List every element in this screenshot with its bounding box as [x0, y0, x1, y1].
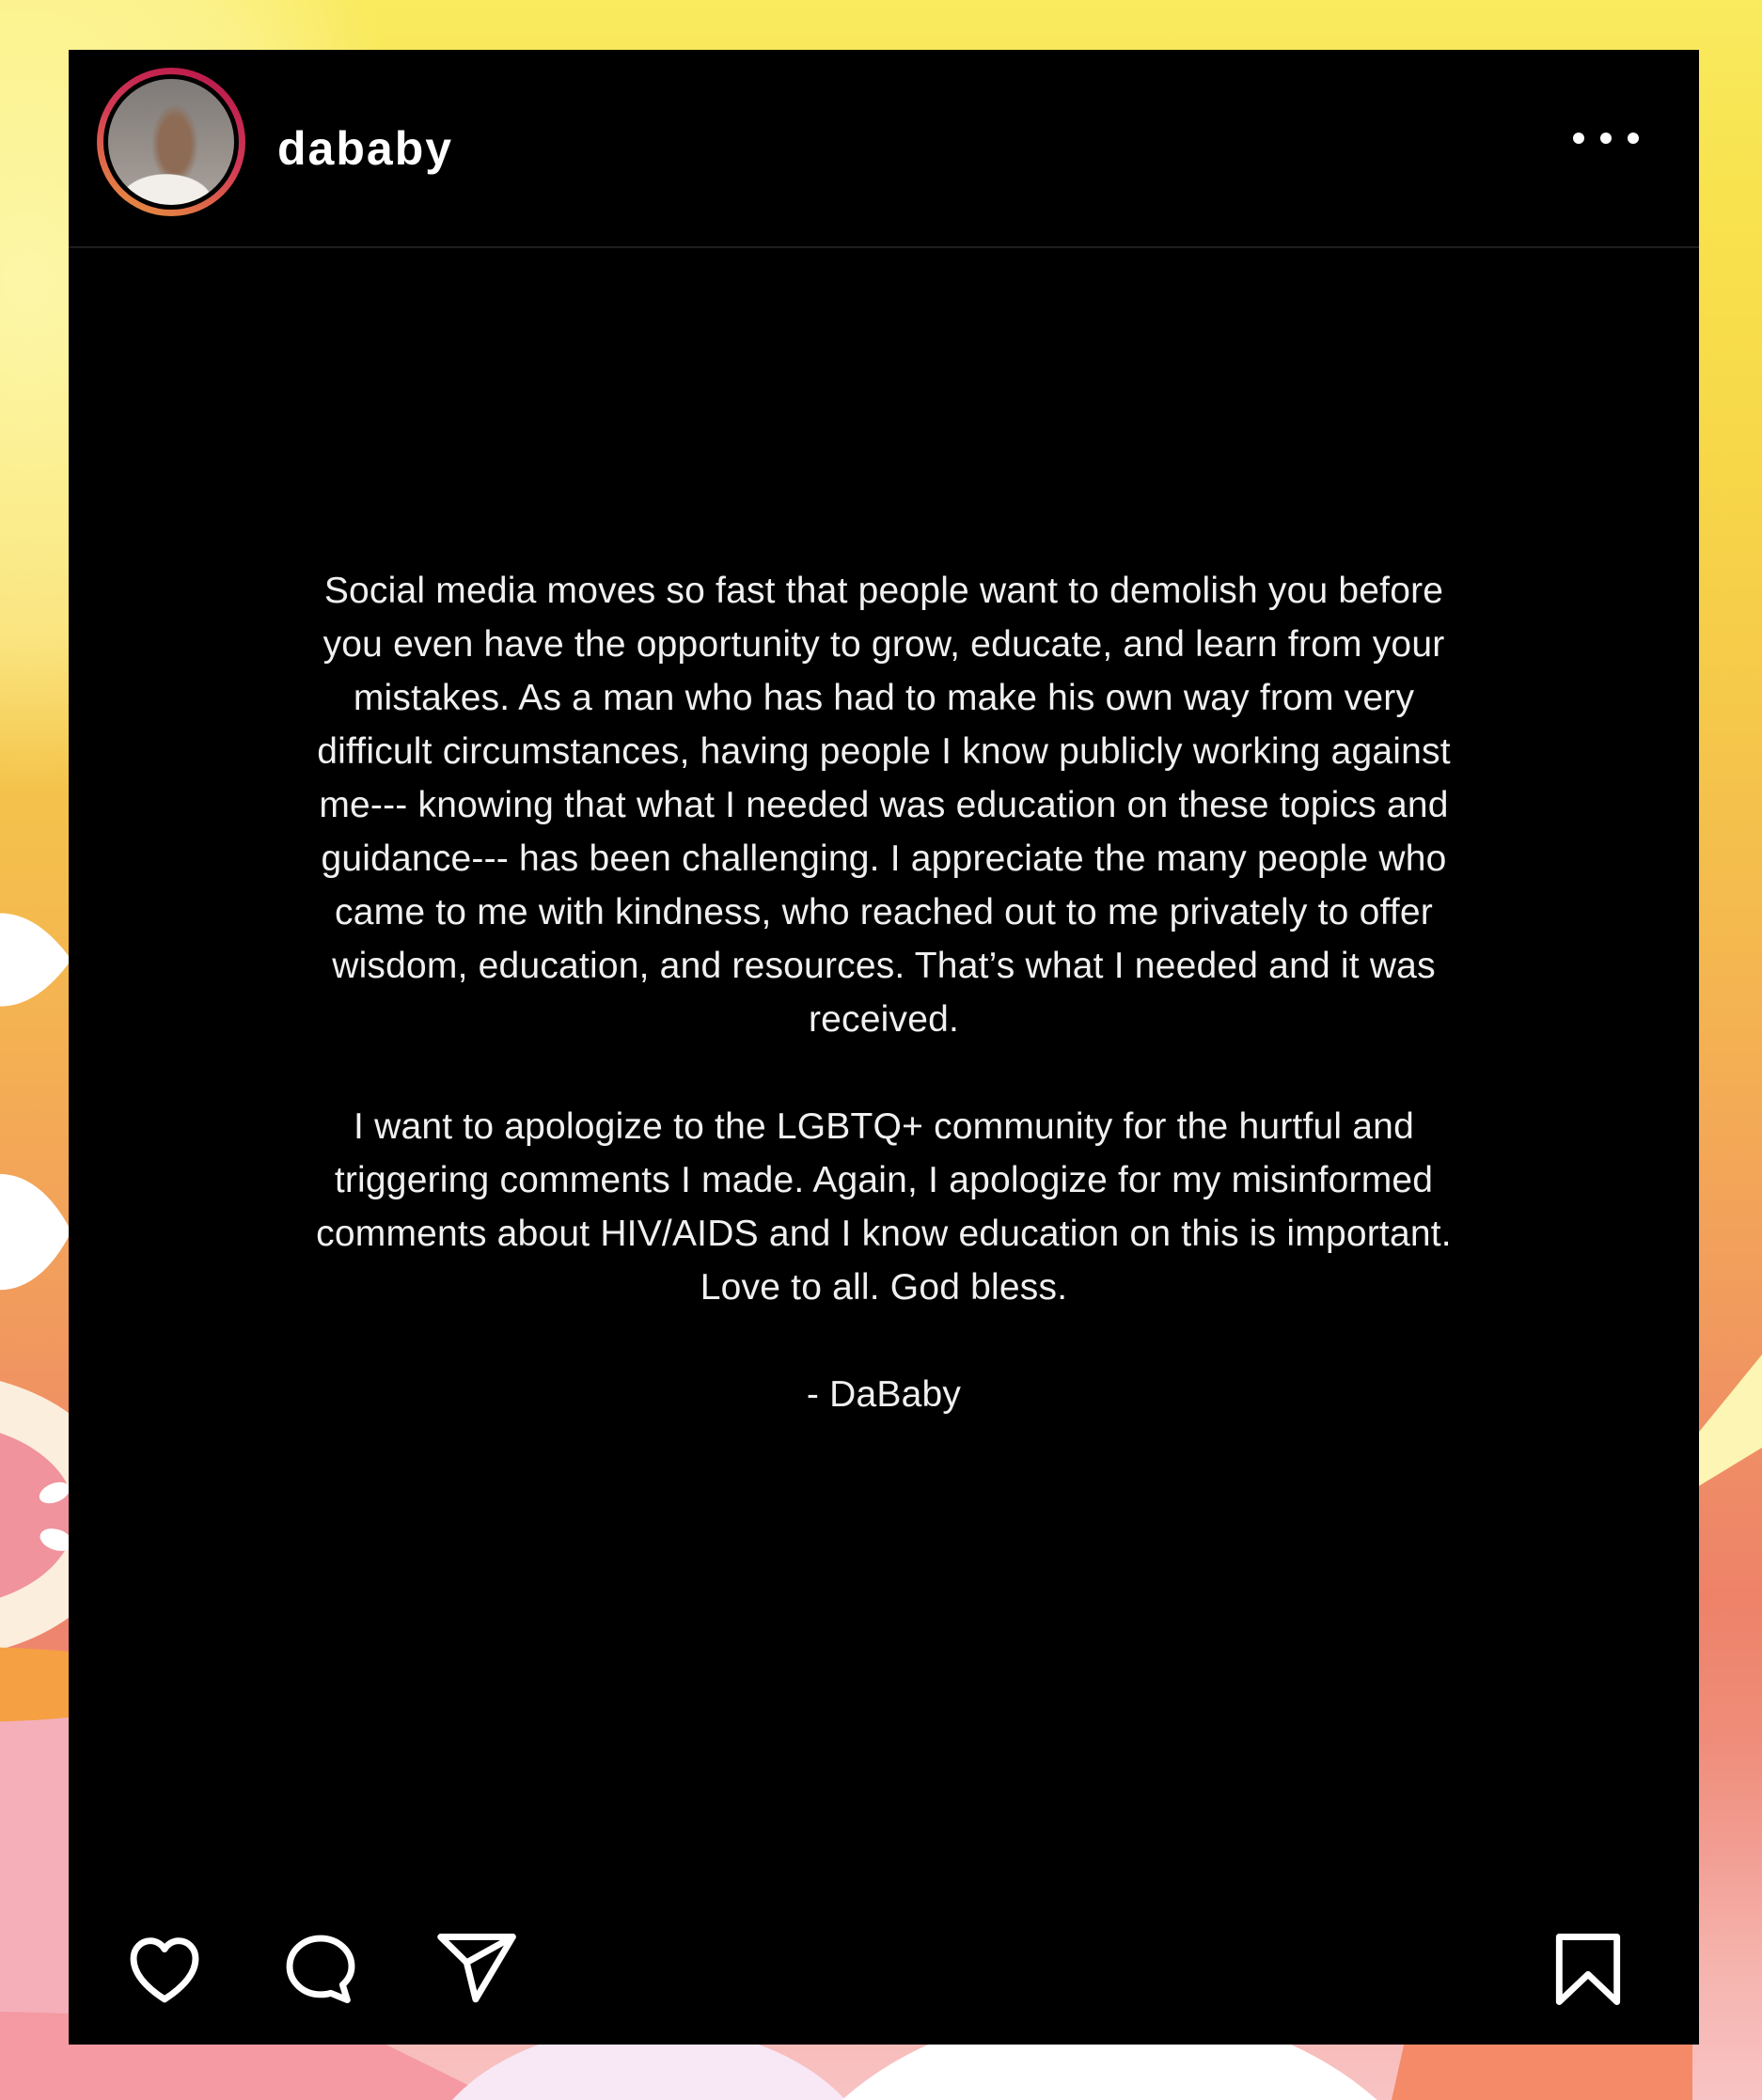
- username[interactable]: dababy: [277, 121, 454, 175]
- statement: [69, 564, 1699, 1421]
- ellipsis-icon: [1628, 133, 1639, 144]
- ellipsis-icon: [1573, 133, 1584, 144]
- statement-line: received.: [808, 999, 960, 1040]
- comment-button[interactable]: [277, 1926, 364, 2013]
- heart-icon: [121, 1926, 208, 2013]
- statement-line: I want to apologize to the LGBTQ+ community for the hurtful and: [354, 1106, 1414, 1147]
- statement-line: Social media moves so fast that people want to demolish you before: [323, 571, 1444, 611]
- share-button[interactable]: [433, 1926, 520, 2013]
- statement-line: came to me with kindness, who reached out to me privately to offer: [335, 892, 1433, 932]
- action-bar: [121, 1926, 1699, 2020]
- statement-line: wisdom, education, and resources. That’s what I needed and it was: [332, 946, 1436, 986]
- statement-paragraph: [69, 1368, 1699, 1421]
- statement-line: Love to all. God bless.: [700, 1267, 1068, 1308]
- post-header: [69, 50, 1699, 246]
- header-divider: [69, 246, 1699, 248]
- instagram-post: [69, 50, 1699, 2045]
- ellipsis-icon: [1600, 133, 1612, 144]
- like-button[interactable]: [121, 1926, 208, 2013]
- statement-line: - DaBaby: [806, 1374, 962, 1415]
- more-options-button[interactable]: [1567, 127, 1644, 149]
- statement-line: mistakes. As a man who has had to make his own way from very: [353, 678, 1415, 718]
- statement-line: comments about HIV/AIDS and I know education on this is important.: [316, 1214, 1452, 1254]
- statement-line: me--- knowing that what I needed was education on these topics and: [319, 785, 1449, 825]
- statement-line: you even have the opportunity to grow, educate, and learn from your: [323, 624, 1445, 665]
- bookmark-icon: [1545, 1926, 1631, 2013]
- story-ring[interactable]: [97, 68, 245, 216]
- share-icon: [433, 1926, 520, 2013]
- avatar[interactable]: [103, 74, 239, 210]
- save-button[interactable]: [1545, 1926, 1631, 2013]
- statement-line: difficult circumstances, having people I know publicly working against: [317, 731, 1451, 772]
- statement-line: triggering comments I made. Again, I apologize for my misinformed: [334, 1160, 1434, 1200]
- statement-line: guidance--- has been challenging. I appreciate the many people who: [321, 838, 1447, 879]
- statement-paragraph: [69, 564, 1699, 1046]
- comment-icon: [277, 1926, 364, 2013]
- statement-paragraph: [69, 1100, 1699, 1314]
